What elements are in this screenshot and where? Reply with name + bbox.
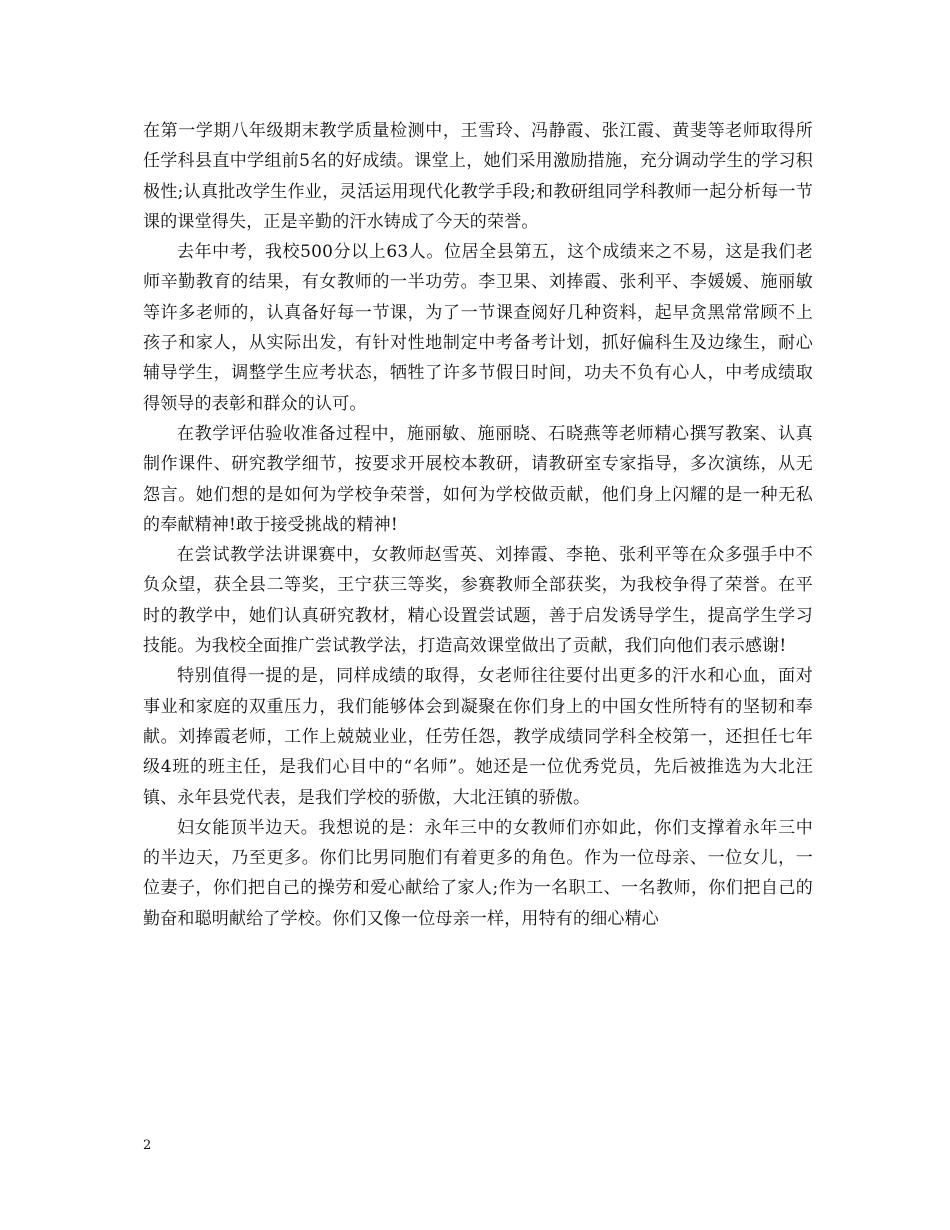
page-number: 2 — [143, 1138, 152, 1153]
paragraph-1: 在第一学期八年级期末教学质量检测中，王雪玲、冯静霞、张江霞、黄斐等老师取得所任学科县直中学组前5名的好成绩。课堂上，她们采用激励措施，充分调动学生的学习积极性;认真批改学生作业，灵活运用现代化教学手段;和教研组同学科教师一起分析每一节课的课堂得失，正是辛勤的汗水铸成了今天的荣誉。 — [143, 121, 813, 232]
paragraph-2: 去年中考，我校500分以上63人。位居全县第五，这个成绩来之不易，这是我们老师辛勤教育的结果，有女教师的一半功劳。李卫果、刘捧霞、张利平、李媛媛、施丽敏等许多老师的，认真备好每一节课，为了一节课查阅好几种资料，起早贪黑常常顾不上孩子和家人，从实际出发，有针对性地制定中考备考计划，抓好偏科生及边缘生，耐心辅导学生，调整学生应考状态，牺牲了许多节假日时间，功夫不负有心人，中考成绩取得领导的表彰和群众的认可。 — [143, 242, 813, 414]
paragraph-3: 在教学评估验收准备过程中，施丽敏、施丽晓、石晓燕等老师精心撰写教案、认真制作课件、研究教学细节，按要求开展校本教研，请教研室专家指导，多次演练，从无怨言。她们想的是如何为学校争荣誉，如何为学校做贡献，他们身上闪耀的是一种无私的奉献精神!敢于接受挑战的精神! — [143, 423, 813, 535]
paragraph-5: 特别值得一提的是，同样成绩的取得，女老师往往要付出更多的汗水和心血，面对事业和家庭的双重压力，我们能够体会到凝聚在你们身上的中国女性所特有的坚韧和奉献。刘捧霞老师，工作上兢兢业业，任劳任怨，教学成绩同学科全校第一，还担任七年级4班的班主任，是我们心目中的“名师”。她还是一位优秀党员，先后被推选为大北汪镇、永年县党代表，是我们学校的骄傲，大北汪镇的骄傲。 — [143, 666, 813, 808]
paragraph-4: 在尝试教学法讲课赛中，女教师赵雪英、刘捧霞、李艳、张利平等在众多强手中不负众望，获全县二等奖，王宁获三等奖，参赛教师全部获奖，为我校争得了荣誉。在平时的教学中，她们认真研究教材，精心设置尝试题，善于启发诱导学生，提高学生学习技能。为我校全面推广尝试教学法，打造高效课堂做出了贡献，我们向他们表示感谢! — [143, 545, 813, 657]
paragraph-6: 妇女能顶半边天。我想说的是：永年三中的女教师们亦如此，你们支撑着永年三中的半边天，乃至更多。你们比男同胞们有着更多的角色。作为一位母亲、一位女儿，一位妻子，你们把自己的操劳和爱心献给了家人;作为一名职工、一名教师，你们把自己的勤奋和聪明献给了学校。你们又像一位母亲一样，用特有的细心精心 — [143, 817, 813, 929]
document-body — [143, 116, 813, 934]
